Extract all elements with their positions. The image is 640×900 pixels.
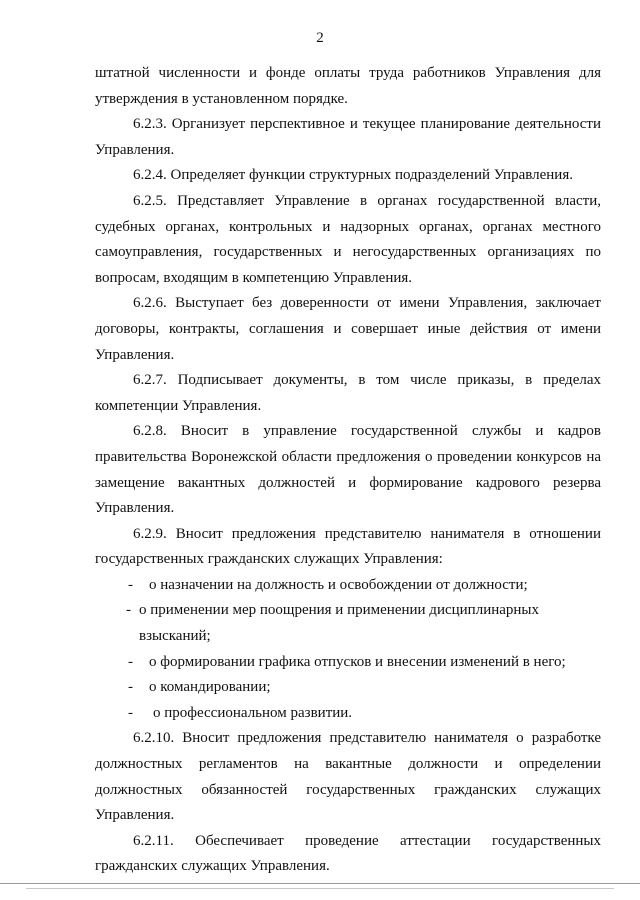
paragraph-6-2-8: 6.2.8. Вносит в управление государственной службы и кадров правительства Воронежской области предложения о проведении конкурсов на замещение вакантных должностей и формирование кадрового резерва Управления. [95, 423, 601, 517]
list-item [95, 650, 601, 676]
paragraph-6-2-3: 6.2.3. Организует перспективное и текущее планирование деятельности Управления. [95, 116, 601, 158]
document-body [95, 61, 601, 880]
list-item-text: о командировании; [149, 679, 271, 696]
list-item [95, 573, 601, 599]
scan-edge-line-secondary [26, 888, 614, 889]
scan-edge-line [0, 883, 640, 884]
bullet-dash: - [128, 704, 133, 721]
paragraph-6-2-11: 6.2.11. Обеспечивает проведение аттестации государственных гражданских служащих Управления. [95, 832, 601, 875]
list-item-text: о назначении на должность и освобождении от должности; [149, 576, 528, 593]
paragraph-6-2-4: 6.2.4. Определяет функции структурных подразделений Управления. [133, 167, 573, 184]
paragraph-6-2-7: 6.2.7. Подписывает документы, в том числе приказы, в пределах компетенции Управления. [95, 372, 601, 414]
paragraph-6-2-5: 6.2.5. Представляет Управление в органах государственной власти, судебных органах, контрольных и надзорных органах, органах местного самоуправления, государственных и негосударственных организациях по вопросам, входящим в компетенцию Управления. [95, 192, 601, 286]
page-number: 2 [316, 30, 324, 46]
paragraph-6-2-9: 6.2.9. Вносит предложения представителю нанимателя в отношении государственных гражданских служащих Управления: [95, 525, 601, 568]
list-item-text: о применении мер поощрения и применении дисциплинарных взысканий; [139, 602, 540, 645]
list-item [95, 598, 601, 649]
list-item-text: о формировании графика отпусков и внесении изменений в него; [149, 653, 566, 670]
paragraph-continuation: штатной численности и фонде оплаты труда работников Управления для утверждения в установленном порядке. [95, 65, 601, 107]
paragraph-6-2-6: 6.2.6. Выступает без доверенности от имени Управления, заключает договоры, контракты, соглашения и совершает иные действия от имени Управления. [95, 295, 601, 363]
bullet-dash: - [126, 602, 131, 619]
list-item-text: о профессиональном развитии. [153, 704, 353, 721]
bullet-dash: - [128, 679, 133, 696]
bullet-list [95, 573, 601, 727]
bullet-dash: - [128, 576, 133, 593]
paragraph-6-2-10: 6.2.10. Вносит предложения представителю нанимателя о разработке должностных регламентов на вакантные должности и определении должностных обязанностей государственных гражданских служащих Управления. [95, 730, 601, 824]
list-item [95, 701, 601, 727]
bullet-dash: - [128, 653, 133, 670]
list-item [95, 675, 601, 701]
